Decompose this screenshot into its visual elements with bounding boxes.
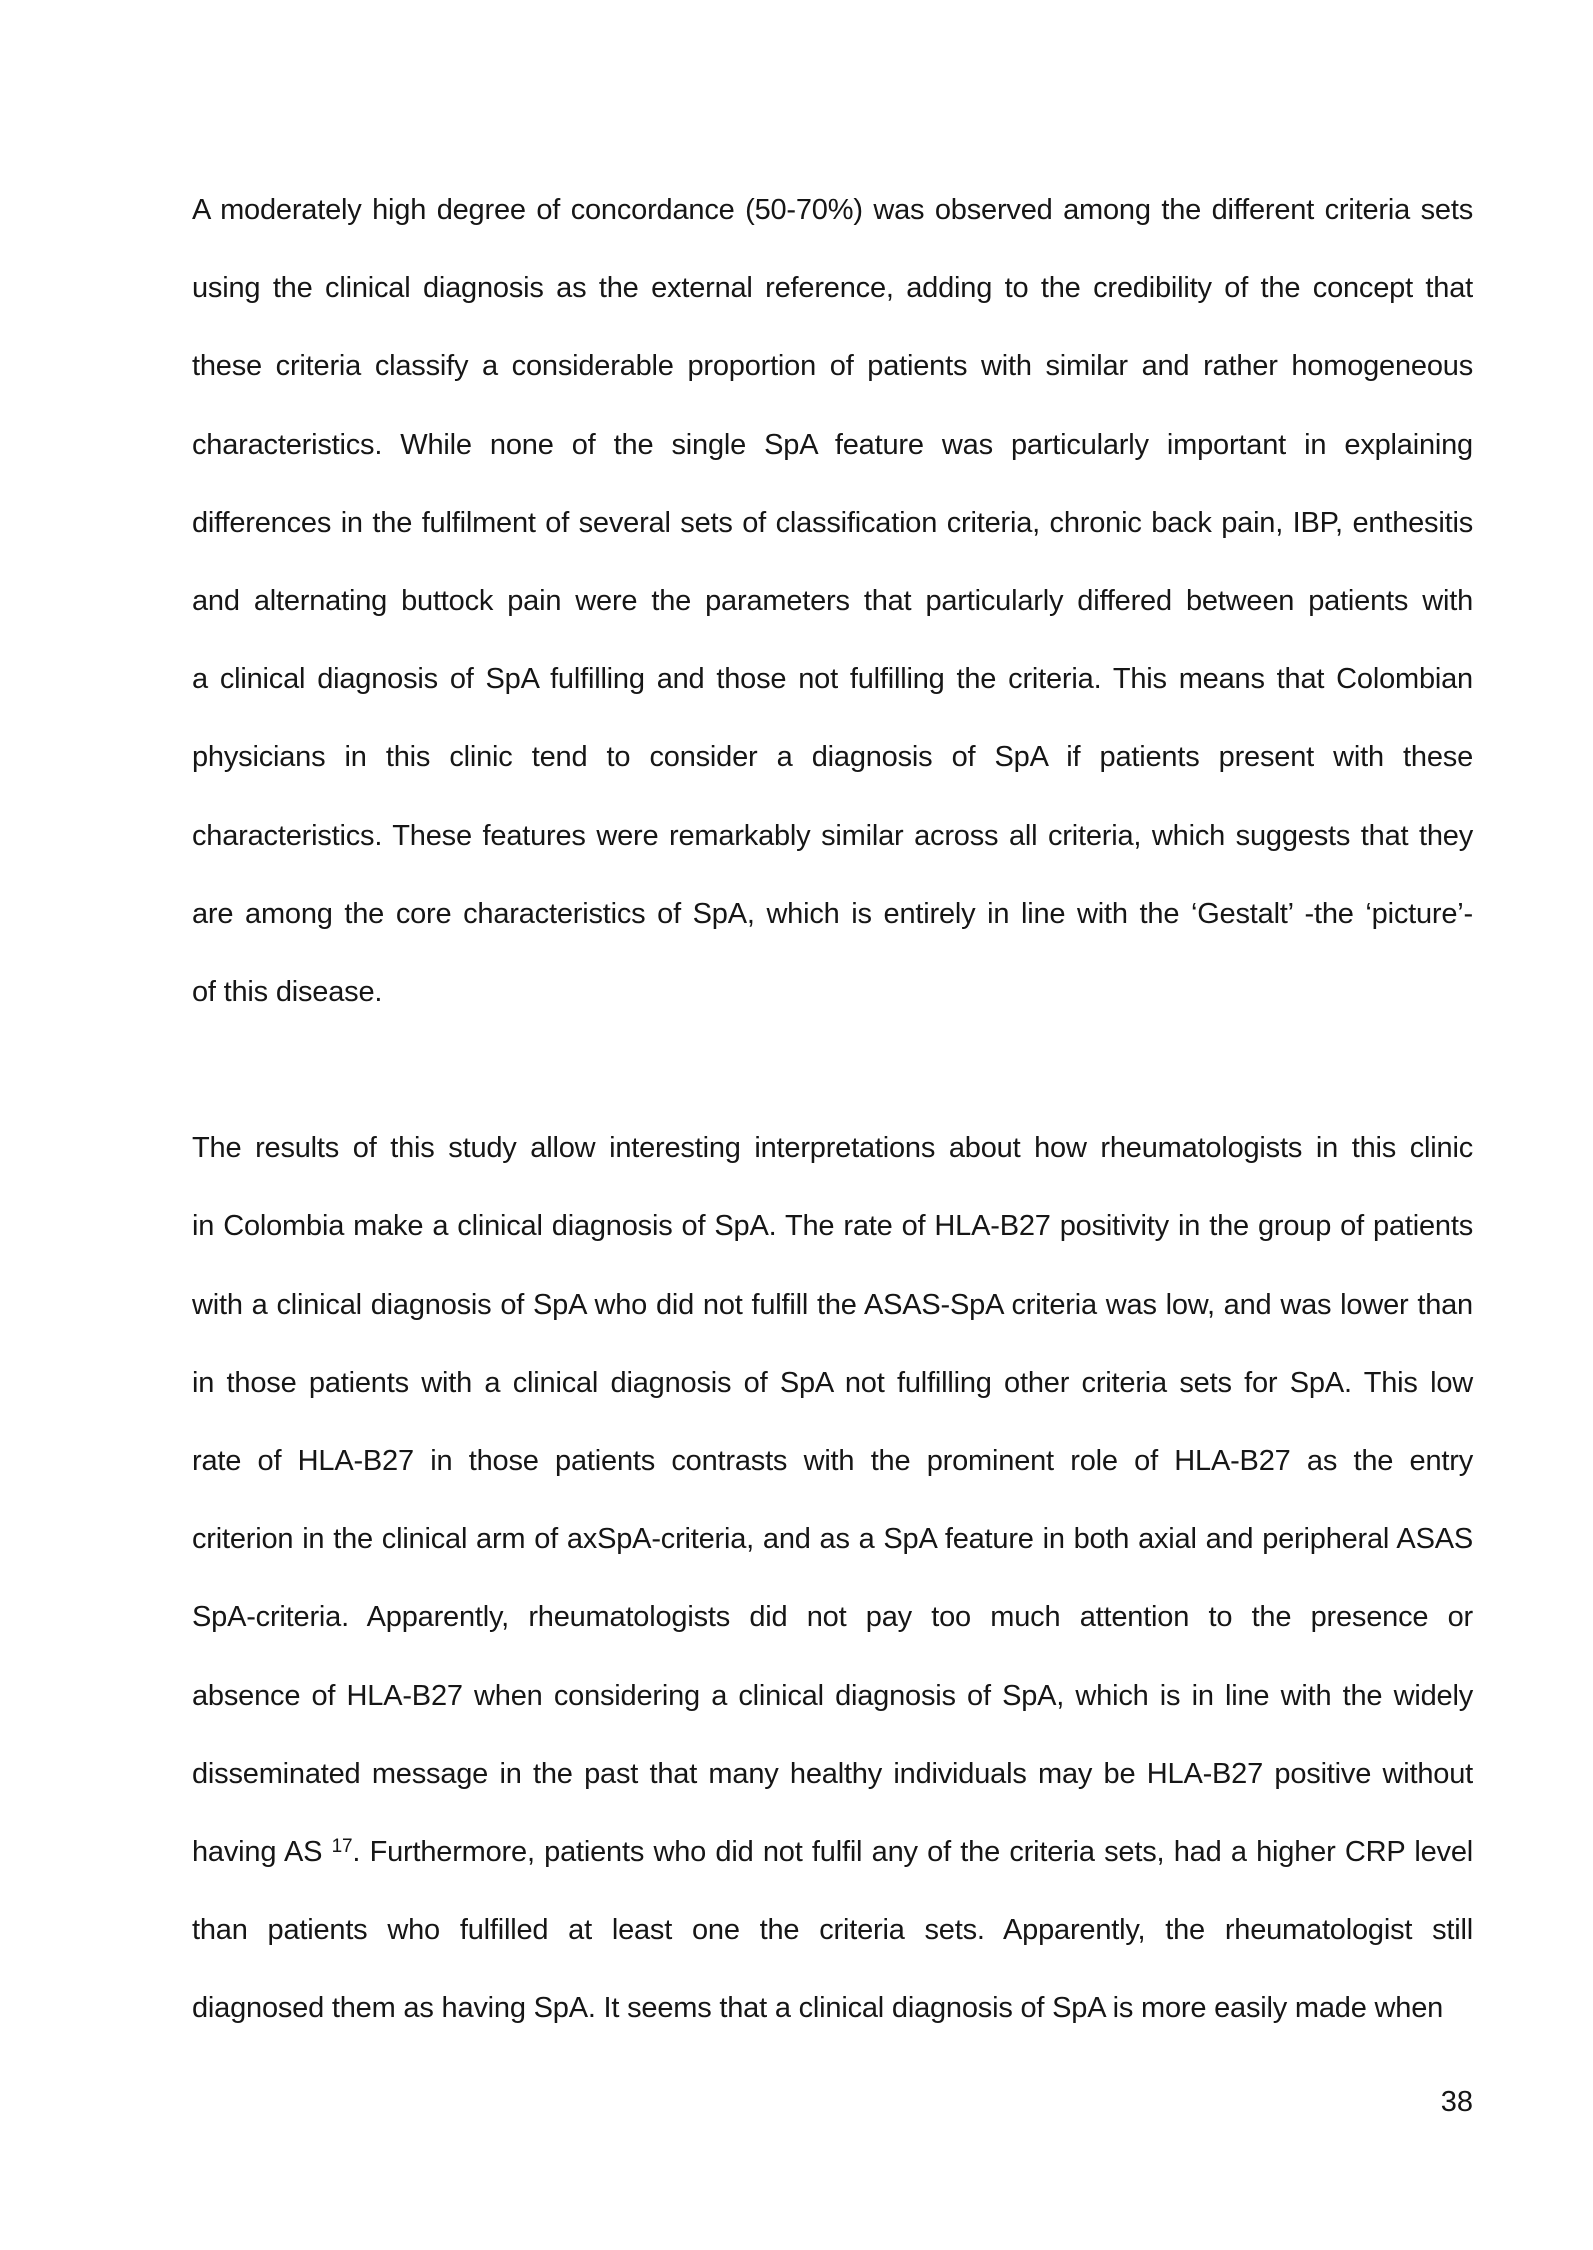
text-line: and alternating buttock pain were the parameters that particularly differed between patients with bbox=[192, 584, 1473, 617]
text-segment: . Furthermore, patients who did not fulfil any of the criteria sets, had a higher CRP level bbox=[352, 1835, 1473, 1868]
text-line: SpA-criteria. Apparently, rheumatologists did not pay too much attention to the presence or bbox=[192, 1601, 1473, 1634]
text-line: are among the core characteristics of SpA, which is entirely in line with the ‘Gestalt’ -the ‘picture’- bbox=[192, 897, 1473, 930]
paragraph bbox=[192, 171, 1473, 1031]
text-line: using the clinical diagnosis as the external reference, adding to the credibility of the concept that bbox=[192, 272, 1473, 305]
text-line: disseminated message in the past that many healthy individuals may be HLA-B27 positive without bbox=[192, 1757, 1473, 1790]
text-line: of this disease. bbox=[192, 975, 383, 1008]
text-line: absence of HLA-B27 when considering a clinical diagnosis of SpA, which is in line with the widely bbox=[192, 1679, 1473, 1712]
text-line: characteristics. While none of the single SpA feature was particularly important in explaining bbox=[192, 428, 1473, 461]
text-line: The results of this study allow interesting interpretations about how rheumatologists in this clinic bbox=[192, 1132, 1473, 1165]
text-line: A moderately high degree of concordance (50-70%) was observed among the different criteria sets bbox=[192, 194, 1473, 226]
document-body bbox=[192, 171, 1473, 2048]
paragraph bbox=[192, 1109, 1473, 2047]
text-line: a clinical diagnosis of SpA fulfilling and those not fulfilling the criteria. This means that Colombian bbox=[192, 663, 1473, 696]
page-number: 38 bbox=[1440, 2086, 1473, 2118]
text-segment: having AS bbox=[192, 1835, 332, 1868]
text-line: than patients who fulfilled at least one the criteria sets. Apparently, the rheumatologist still bbox=[192, 1914, 1473, 1947]
text-line: with a clinical diagnosis of SpA who did not fulfill the ASAS-SpA criteria was low, and was lower than bbox=[192, 1288, 1473, 1321]
superscript-reference: 17 bbox=[331, 1836, 353, 1858]
text-line: rate of HLA-B27 in those patients contrasts with the prominent role of HLA-B27 as the entry bbox=[192, 1445, 1473, 1477]
text-line: physicians in this clinic tend to consider a diagnosis of SpA if patients present with these bbox=[192, 741, 1473, 774]
text-line: these criteria classify a considerable proportion of patients with similar and rather homogeneous bbox=[192, 350, 1473, 383]
text-line: in those patients with a clinical diagnosis of SpA not fulfilling other criteria sets for SpA. This low bbox=[192, 1366, 1473, 1399]
text-line: diagnosed them as having SpA. It seems that a clinical diagnosis of SpA is more easily made when bbox=[192, 1992, 1444, 2025]
text-line: differences in the fulfilment of several sets of classification criteria, chronic back pain, IBP, enthesitis bbox=[192, 506, 1473, 539]
text-line: criterion in the clinical arm of axSpA-criteria, and as a SpA feature in both axial and peripheral ASAS bbox=[192, 1523, 1473, 1556]
text-line bbox=[192, 1813, 1473, 1891]
text-line: characteristics. These features were remarkably similar across all criteria, which suggests that they bbox=[192, 819, 1473, 852]
text-line: in Colombia make a clinical diagnosis of SpA. The rate of HLA-B27 positivity in the group of patients bbox=[192, 1210, 1473, 1243]
